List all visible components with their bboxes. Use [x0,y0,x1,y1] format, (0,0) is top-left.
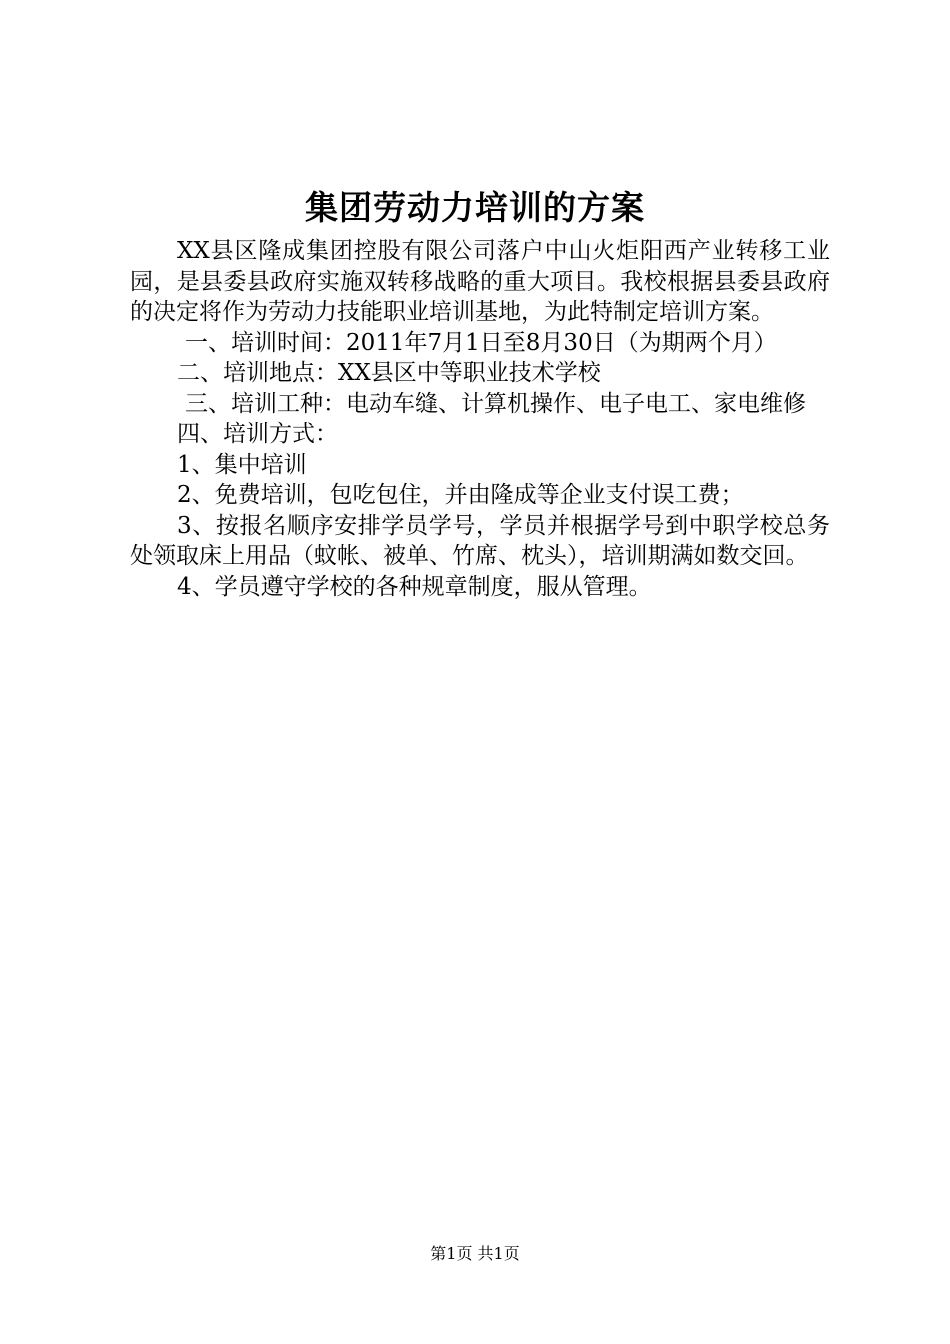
method-item-2: 2、免费培训，包吃包住，并由隆成等企业支付误工费； [177,482,744,508]
training-time-paragraph: 一、培训时间：2011年7月1日至8月30日（为期两个月） [185,329,777,356]
method-item-1: 1、集中培训 [177,451,307,478]
document-title: 集团劳动力培训的方案 [305,188,645,227]
page-footer: 第1页 共1页 [430,1244,520,1263]
intro-paragraph: XX县区隆成集团控股有限公司落户中山火炬阳西产业转移工业园，是县委县政府实施双转移战略的重大项目。我校根据县委县政府的决定将作为劳动力技能职业培训基地，为此特制定培训方案。 [130,238,830,325]
training-trades-paragraph: 三、培训工种：电动车缝、计算机操作、电子电工、家电维修 [185,390,806,417]
training-method-heading: 四、培训方式： [177,421,338,447]
method-item-4: 4、学员遵守学校的各种规章制度，服从管理。 [177,573,652,600]
training-location-paragraph: 二、培训地点：XX县区中等职业技术学校 [177,360,601,386]
method-item-3: 3、按报名顺序安排学员学号，学员并根据学号到中职学校总务处领取床上用品（蚊帐、被单、竹席、枕头），培训期满如数交回。 [130,512,830,569]
document-body [130,236,830,602]
